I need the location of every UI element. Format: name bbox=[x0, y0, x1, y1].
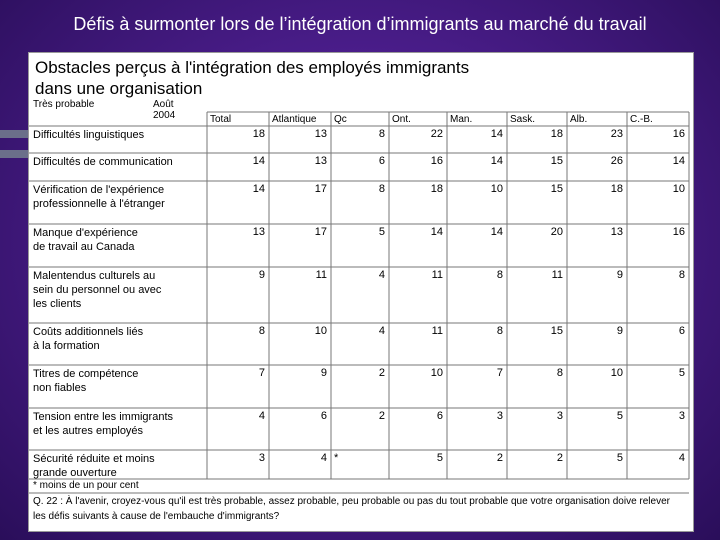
table-cell: 16 bbox=[672, 128, 685, 140]
row-label bbox=[33, 269, 161, 311]
table-cell: 14 bbox=[490, 128, 503, 140]
scale-label: Très probable bbox=[33, 99, 95, 110]
table-cell: 15 bbox=[550, 155, 563, 167]
table-heading-line2: dans une organisation bbox=[35, 79, 203, 98]
table-cell: 14 bbox=[252, 155, 265, 167]
table-cell: 6 bbox=[678, 325, 685, 337]
table-cell: 2 bbox=[496, 452, 503, 464]
table-cell: 14 bbox=[672, 155, 685, 167]
table-cell: 14 bbox=[490, 226, 503, 238]
row-label bbox=[33, 226, 138, 254]
table-cell: 3 bbox=[258, 452, 265, 464]
table-cell: 7 bbox=[258, 367, 265, 379]
table-cell: 6 bbox=[320, 410, 327, 422]
table-cell: 2 bbox=[378, 367, 385, 379]
row-label-line: grande ouverture bbox=[33, 467, 117, 479]
table-cell: 16 bbox=[672, 226, 685, 238]
table-cell: 5 bbox=[616, 410, 623, 422]
table-cell: 4 bbox=[258, 410, 265, 422]
table-cell: 11 bbox=[431, 325, 443, 337]
table-cell: 8 bbox=[678, 269, 685, 281]
row-label-line: Difficultés de communication bbox=[33, 156, 173, 168]
row-label-line: Difficultés linguistiques bbox=[33, 129, 145, 141]
table-cell: 9 bbox=[616, 269, 623, 281]
row-label-line: Sécurité réduite et moins bbox=[33, 453, 155, 465]
table-meta bbox=[33, 99, 176, 121]
row-label bbox=[33, 410, 173, 438]
left-edge-bar-top bbox=[0, 130, 28, 138]
row-label-line: Tension entre les immigrants bbox=[33, 411, 174, 423]
table-cell: 5 bbox=[436, 452, 443, 464]
table-cell: 4 bbox=[320, 452, 327, 464]
table-cell: 11 bbox=[315, 269, 327, 281]
table-cell: 8 bbox=[258, 325, 265, 337]
table-cell: 22 bbox=[430, 128, 443, 140]
table-cell: 18 bbox=[550, 128, 563, 140]
table-cell: 18 bbox=[252, 128, 265, 140]
table-cell: 2 bbox=[378, 410, 385, 422]
table-cell: 8 bbox=[496, 269, 503, 281]
survey-question: Q. 22 : À l'avenir, croyez-vous qu'il est très probable, assez probable, peu probable ou pas du tout probable que votre organisation doive relever les défis suivants à cause de l'embauche d'immigrants? bbox=[33, 496, 670, 522]
table-cell: 18 bbox=[610, 183, 623, 195]
table-heading bbox=[35, 57, 469, 99]
table-cell: 8 bbox=[496, 325, 503, 337]
row-label-line: Manque d'expérience bbox=[33, 227, 138, 239]
column-header: C.-B. bbox=[630, 114, 653, 125]
table-cell: 7 bbox=[496, 367, 503, 379]
table-cell: 8 bbox=[378, 128, 385, 140]
table-cell: 13 bbox=[610, 226, 623, 238]
table-cell: 13 bbox=[314, 155, 327, 167]
column-header: Total bbox=[210, 114, 232, 125]
table-cell: 10 bbox=[672, 183, 685, 195]
row-label-line: professionnelle à l'étranger bbox=[33, 198, 165, 210]
column-header: Atlantique bbox=[272, 114, 317, 125]
table-cell: 17 bbox=[314, 183, 327, 195]
table-cell: 13 bbox=[252, 226, 265, 238]
table-cell: 14 bbox=[252, 183, 265, 195]
row-label-line: Malentendus culturels au bbox=[33, 270, 156, 282]
row-label bbox=[33, 367, 138, 395]
table-cell: 4 bbox=[678, 452, 685, 464]
row-label-line: non fiables bbox=[33, 382, 87, 394]
table-cell: 18 bbox=[430, 183, 443, 195]
table-cell: 6 bbox=[378, 155, 385, 167]
date-label: Août 2004 bbox=[153, 99, 176, 121]
slide-title: Défis à surmonter lors de l’intégration d’immigrants au marché du travail bbox=[73, 14, 647, 34]
table-sheet bbox=[28, 52, 694, 532]
table-cell: 26 bbox=[610, 155, 623, 167]
row-label bbox=[33, 452, 155, 480]
table-cell: 13 bbox=[314, 128, 327, 140]
row-label-line: et les autres employés bbox=[33, 425, 144, 437]
row-label-line: à la formation bbox=[33, 340, 100, 352]
table-cell: 10 bbox=[610, 367, 623, 379]
table-cell: 15 bbox=[550, 325, 563, 337]
row-label-line: sein du personnel ou avec bbox=[33, 284, 162, 296]
table-cell: 5 bbox=[678, 367, 685, 379]
column-header: Sask. bbox=[510, 114, 536, 125]
table-cell: 6 bbox=[436, 410, 443, 422]
table-cell: 14 bbox=[490, 155, 503, 167]
left-edge-bar-bottom bbox=[0, 150, 28, 158]
table-cell: 5 bbox=[378, 226, 385, 238]
row-label-line: les clients bbox=[33, 298, 82, 310]
table-cell: 8 bbox=[556, 367, 563, 379]
table-cell: 2 bbox=[556, 452, 563, 464]
row-label-line: Coûts additionnels liés bbox=[33, 326, 144, 338]
row-label bbox=[33, 128, 144, 142]
row-label bbox=[33, 325, 143, 353]
table-cell: 9 bbox=[320, 367, 327, 379]
column-header: Man. bbox=[450, 114, 473, 125]
row-label-line: Vérification de l'expérience bbox=[33, 184, 165, 196]
column-header: Ont. bbox=[392, 114, 411, 125]
table-cell: 20 bbox=[550, 226, 563, 238]
table-cell: 11 bbox=[551, 269, 563, 281]
table-cell: 3 bbox=[496, 410, 503, 422]
table-cell: 16 bbox=[430, 155, 443, 167]
table-cell: 15 bbox=[550, 183, 563, 195]
table-cell: 10 bbox=[314, 325, 327, 337]
table-cell: 9 bbox=[258, 269, 265, 281]
table-cell: 17 bbox=[314, 226, 327, 238]
table-cell: 4 bbox=[378, 325, 385, 337]
column-header: Alb. bbox=[570, 114, 588, 125]
row-label bbox=[33, 183, 165, 211]
table-cell: 8 bbox=[378, 183, 385, 195]
table-cell: * bbox=[334, 452, 339, 464]
table-cell: 10 bbox=[430, 367, 443, 379]
row-label-line: de travail au Canada bbox=[33, 241, 135, 253]
table-cell: 3 bbox=[556, 410, 563, 422]
table-cell: 3 bbox=[678, 410, 685, 422]
table-heading-line1: Obstacles perçus à l'intégration des employés immigrants bbox=[35, 58, 470, 77]
table-cell: 4 bbox=[378, 269, 385, 281]
table-cell: 9 bbox=[616, 325, 623, 337]
table-cell: 23 bbox=[610, 128, 623, 140]
table-cell: 14 bbox=[430, 226, 443, 238]
row-label bbox=[33, 155, 173, 169]
table-cell: 11 bbox=[431, 269, 443, 281]
table-cell: 10 bbox=[490, 183, 503, 195]
footnote: * moins de un pour cent bbox=[33, 480, 139, 491]
column-header: Qc bbox=[334, 114, 347, 125]
row-label-line: Titres de compétence bbox=[33, 368, 139, 380]
table-cell: 5 bbox=[616, 452, 623, 464]
